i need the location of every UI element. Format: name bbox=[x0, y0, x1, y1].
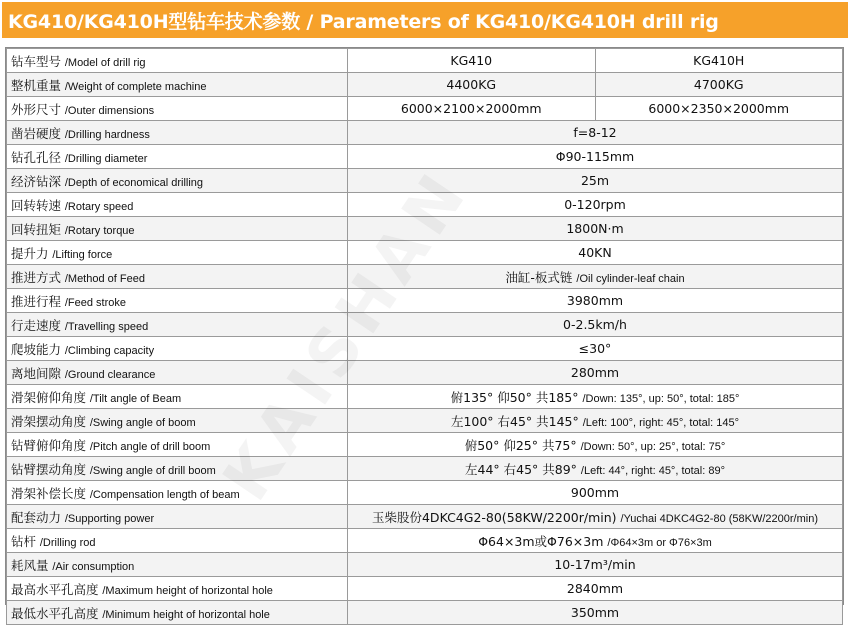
parameter-value bbox=[348, 289, 843, 313]
parameter-value-en: /Φ64×3m or Φ76×3m bbox=[607, 536, 712, 549]
parameter-label bbox=[7, 121, 348, 145]
parameter-name-en: /Weight of complete machine bbox=[64, 80, 207, 93]
parameter-name-en: /Swing angle of boom bbox=[89, 416, 196, 429]
parameter-name-zh: 最高水平孔高度 bbox=[11, 581, 99, 597]
parameter-name-en: /Tilt angle of Beam bbox=[89, 392, 182, 405]
parameter-value-en: /Yuchai 4DKC4G2-80 (58KW/2200r/min) bbox=[620, 512, 818, 525]
parameter-name-en: /Travelling speed bbox=[64, 320, 149, 333]
parameter-label bbox=[7, 241, 348, 265]
parameter-label bbox=[7, 265, 348, 289]
parameter-value bbox=[348, 241, 843, 265]
parameter-name-zh: 滑架补偿长度 bbox=[11, 485, 87, 501]
parameter-name-en: /Outer dimensions bbox=[64, 104, 155, 117]
parameter-name-en: /Drilling rod bbox=[39, 536, 96, 549]
parameter-value bbox=[348, 601, 843, 625]
parameter-value-zh: 3980mm bbox=[566, 293, 624, 308]
parameter-value-en: /Down: 135°, up: 50°, total: 185° bbox=[582, 392, 740, 405]
parameter-value-zh: Φ90-115mm bbox=[555, 149, 635, 164]
parameters-table-body bbox=[7, 49, 843, 625]
parameter-name-zh: 钻孔孔径 bbox=[11, 149, 62, 165]
parameter-name-en: /Swing angle of drill boom bbox=[89, 464, 216, 477]
parameter-value-zh: 10-17m³/min bbox=[554, 557, 636, 572]
table-row bbox=[7, 361, 843, 385]
parameter-name-zh: 离地间隙 bbox=[11, 365, 62, 381]
parameter-value bbox=[348, 145, 843, 169]
parameter-label bbox=[7, 145, 348, 169]
parameter-name-en: /Rotary torque bbox=[64, 224, 135, 237]
parameter-label bbox=[7, 433, 348, 457]
parameter-value-zh: 0-2.5km/h bbox=[563, 317, 627, 332]
parameter-value-zh: 40KN bbox=[578, 245, 612, 260]
parameter-name-en: /Drilling diameter bbox=[64, 152, 148, 165]
table-row bbox=[7, 481, 843, 505]
table-row bbox=[7, 313, 843, 337]
parameter-name-zh: 最低水平孔高度 bbox=[11, 605, 99, 621]
parameter-value bbox=[348, 169, 843, 193]
parameter-value-en: /Down: 50°, up: 25°, total: 75° bbox=[580, 440, 726, 453]
table-row bbox=[7, 529, 843, 553]
parameter-name-zh: 耗风量 bbox=[11, 557, 49, 573]
parameter-label bbox=[7, 97, 348, 121]
table-row bbox=[7, 241, 843, 265]
table-row bbox=[7, 49, 843, 73]
kg410-value: 6000×2100×2000mm bbox=[348, 97, 596, 121]
parameter-name-zh: 钻臂摆动角度 bbox=[11, 461, 87, 477]
parameter-name-zh: 爬坡能力 bbox=[11, 341, 62, 357]
parameter-value bbox=[348, 481, 843, 505]
parameter-name-en: /Model of drill rig bbox=[64, 56, 146, 69]
parameter-value-zh: 25m bbox=[580, 173, 610, 188]
parameter-name-zh: 滑架摆动角度 bbox=[11, 413, 87, 429]
kg410h-value: 6000×2350×2000mm bbox=[595, 97, 843, 121]
parameter-name-zh: 钻杆 bbox=[11, 533, 37, 549]
table-row bbox=[7, 169, 843, 193]
parameter-label bbox=[7, 193, 348, 217]
parameter-value bbox=[348, 577, 843, 601]
parameter-label bbox=[7, 217, 348, 241]
kg410-value: KG410 bbox=[348, 49, 596, 73]
table-row bbox=[7, 409, 843, 433]
parameter-name-zh: 回转扭矩 bbox=[11, 221, 62, 237]
parameter-name-en: /Supporting power bbox=[64, 512, 155, 525]
table-row bbox=[7, 505, 843, 529]
kg410h-value: KG410H bbox=[595, 49, 843, 73]
parameter-label bbox=[7, 361, 348, 385]
parameter-name-zh: 推进行程 bbox=[11, 293, 62, 309]
parameter-label bbox=[7, 49, 348, 73]
parameter-label bbox=[7, 409, 348, 433]
parameter-value-zh: 350mm bbox=[570, 605, 620, 620]
parameter-name-zh: 外形尺寸 bbox=[11, 101, 62, 117]
parameter-name-en: /Compensation length of beam bbox=[89, 488, 240, 501]
table-row bbox=[7, 217, 843, 241]
parameter-name-zh: 提升力 bbox=[11, 245, 49, 261]
parameter-value bbox=[348, 553, 843, 577]
parameter-label bbox=[7, 337, 348, 361]
parameter-name-zh: 经济钻深 bbox=[11, 173, 62, 189]
parameter-name-en: /Lifting force bbox=[52, 248, 113, 261]
parameter-label bbox=[7, 385, 348, 409]
table-row bbox=[7, 553, 843, 577]
parameter-value-zh: 俯50° 仰25° 共75° bbox=[464, 437, 577, 453]
parameter-name-en: /Rotary speed bbox=[64, 200, 134, 213]
parameters-table-container bbox=[5, 47, 844, 621]
parameter-value bbox=[348, 409, 843, 433]
parameter-name-zh: 回转转速 bbox=[11, 197, 62, 213]
parameter-name-en: /Maximum height of horizontal hole bbox=[102, 584, 273, 597]
parameter-value-zh: 900mm bbox=[570, 485, 620, 500]
parameter-value bbox=[348, 385, 843, 409]
parameter-value-zh: 玉柴股份4DKC4G2-80(58KW/2200r/min) bbox=[371, 509, 617, 525]
parameter-value bbox=[348, 433, 843, 457]
parameter-label bbox=[7, 505, 348, 529]
parameter-value-zh: 俯135° 仰50° 共185° bbox=[450, 389, 579, 405]
parameter-value bbox=[348, 265, 843, 289]
table-row bbox=[7, 457, 843, 481]
parameter-value bbox=[348, 505, 843, 529]
parameter-value-zh: 0-120rpm bbox=[564, 197, 626, 212]
parameter-value bbox=[348, 217, 843, 241]
parameter-value-zh: 2840mm bbox=[566, 581, 624, 596]
parameter-name-zh: 整机重量 bbox=[11, 77, 62, 93]
parameter-value-zh: 1800N·m bbox=[566, 221, 624, 236]
parameter-name-en: /Method of Feed bbox=[64, 272, 145, 285]
parameter-label bbox=[7, 313, 348, 337]
parameter-value bbox=[348, 457, 843, 481]
parameter-name-en: /Climbing capacity bbox=[64, 344, 155, 357]
table-row bbox=[7, 145, 843, 169]
parameter-name-en: /Feed stroke bbox=[64, 296, 126, 309]
table-row bbox=[7, 385, 843, 409]
parameter-name-zh: 滑架俯仰角度 bbox=[11, 389, 87, 405]
parameter-label bbox=[7, 553, 348, 577]
title-bar bbox=[2, 2, 848, 38]
table-row bbox=[7, 193, 843, 217]
parameter-name-zh: 配套动力 bbox=[11, 509, 62, 525]
table-row bbox=[7, 265, 843, 289]
parameter-name-zh: 钻臂俯仰角度 bbox=[11, 437, 87, 453]
parameter-name-zh: 钻车型号 bbox=[11, 53, 62, 69]
parameter-name-zh: 行走速度 bbox=[11, 317, 62, 333]
parameter-label bbox=[7, 601, 348, 625]
parameter-name-en: /Minimum height of horizontal hole bbox=[102, 608, 270, 621]
parameter-value-zh: 左100° 右45° 共145° bbox=[450, 413, 579, 429]
parameter-label bbox=[7, 289, 348, 313]
parameter-label bbox=[7, 529, 348, 553]
parameter-value-zh: 油缸-板式链 bbox=[505, 269, 573, 285]
parameter-value-zh: f=8-12 bbox=[573, 125, 617, 140]
kg410-value: 4400KG bbox=[348, 73, 596, 97]
parameter-value bbox=[348, 361, 843, 385]
parameters-table bbox=[6, 48, 843, 625]
parameter-label bbox=[7, 169, 348, 193]
table-row bbox=[7, 337, 843, 361]
parameter-name-en: /Air consumption bbox=[52, 560, 135, 573]
parameter-value bbox=[348, 337, 843, 361]
parameter-name-en: /Drilling hardness bbox=[64, 128, 150, 141]
parameter-value bbox=[348, 529, 843, 553]
parameter-name-zh: 凿岩硬度 bbox=[11, 125, 62, 141]
parameter-value bbox=[348, 193, 843, 217]
parameter-value-en: /Left: 100°, right: 45°, total: 145° bbox=[582, 416, 740, 429]
parameter-name-en: /Pitch angle of drill boom bbox=[89, 440, 211, 453]
parameter-label bbox=[7, 73, 348, 97]
table-row bbox=[7, 601, 843, 625]
parameter-name-en: /Depth of economical drilling bbox=[64, 176, 204, 189]
parameter-value-en: /Oil cylinder-leaf chain bbox=[576, 272, 685, 285]
page-title: KG410/KG410H型钻车技术参数 / Parameters of KG410/KG410H drill rig bbox=[8, 10, 719, 33]
parameter-value-en: /Left: 44°, right: 45°, total: 89° bbox=[580, 464, 725, 477]
parameter-value-zh: Φ64×3m或Φ76×3m bbox=[478, 533, 604, 549]
table-row bbox=[7, 97, 843, 121]
parameter-value bbox=[348, 313, 843, 337]
parameter-label bbox=[7, 481, 348, 505]
parameter-value-zh: 左44° 右45° 共89° bbox=[465, 461, 577, 477]
parameter-value-zh: 280mm bbox=[570, 365, 620, 380]
kg410h-value: 4700KG bbox=[595, 73, 843, 97]
table-row bbox=[7, 121, 843, 145]
parameter-value bbox=[348, 121, 843, 145]
parameter-label bbox=[7, 457, 348, 481]
parameter-name-en: /Ground clearance bbox=[64, 368, 156, 381]
parameter-name-zh: 推进方式 bbox=[11, 269, 62, 285]
parameter-label bbox=[7, 577, 348, 601]
table-row bbox=[7, 577, 843, 601]
parameter-value-zh: ≤30° bbox=[578, 341, 612, 356]
table-row bbox=[7, 73, 843, 97]
table-row bbox=[7, 289, 843, 313]
table-row bbox=[7, 433, 843, 457]
